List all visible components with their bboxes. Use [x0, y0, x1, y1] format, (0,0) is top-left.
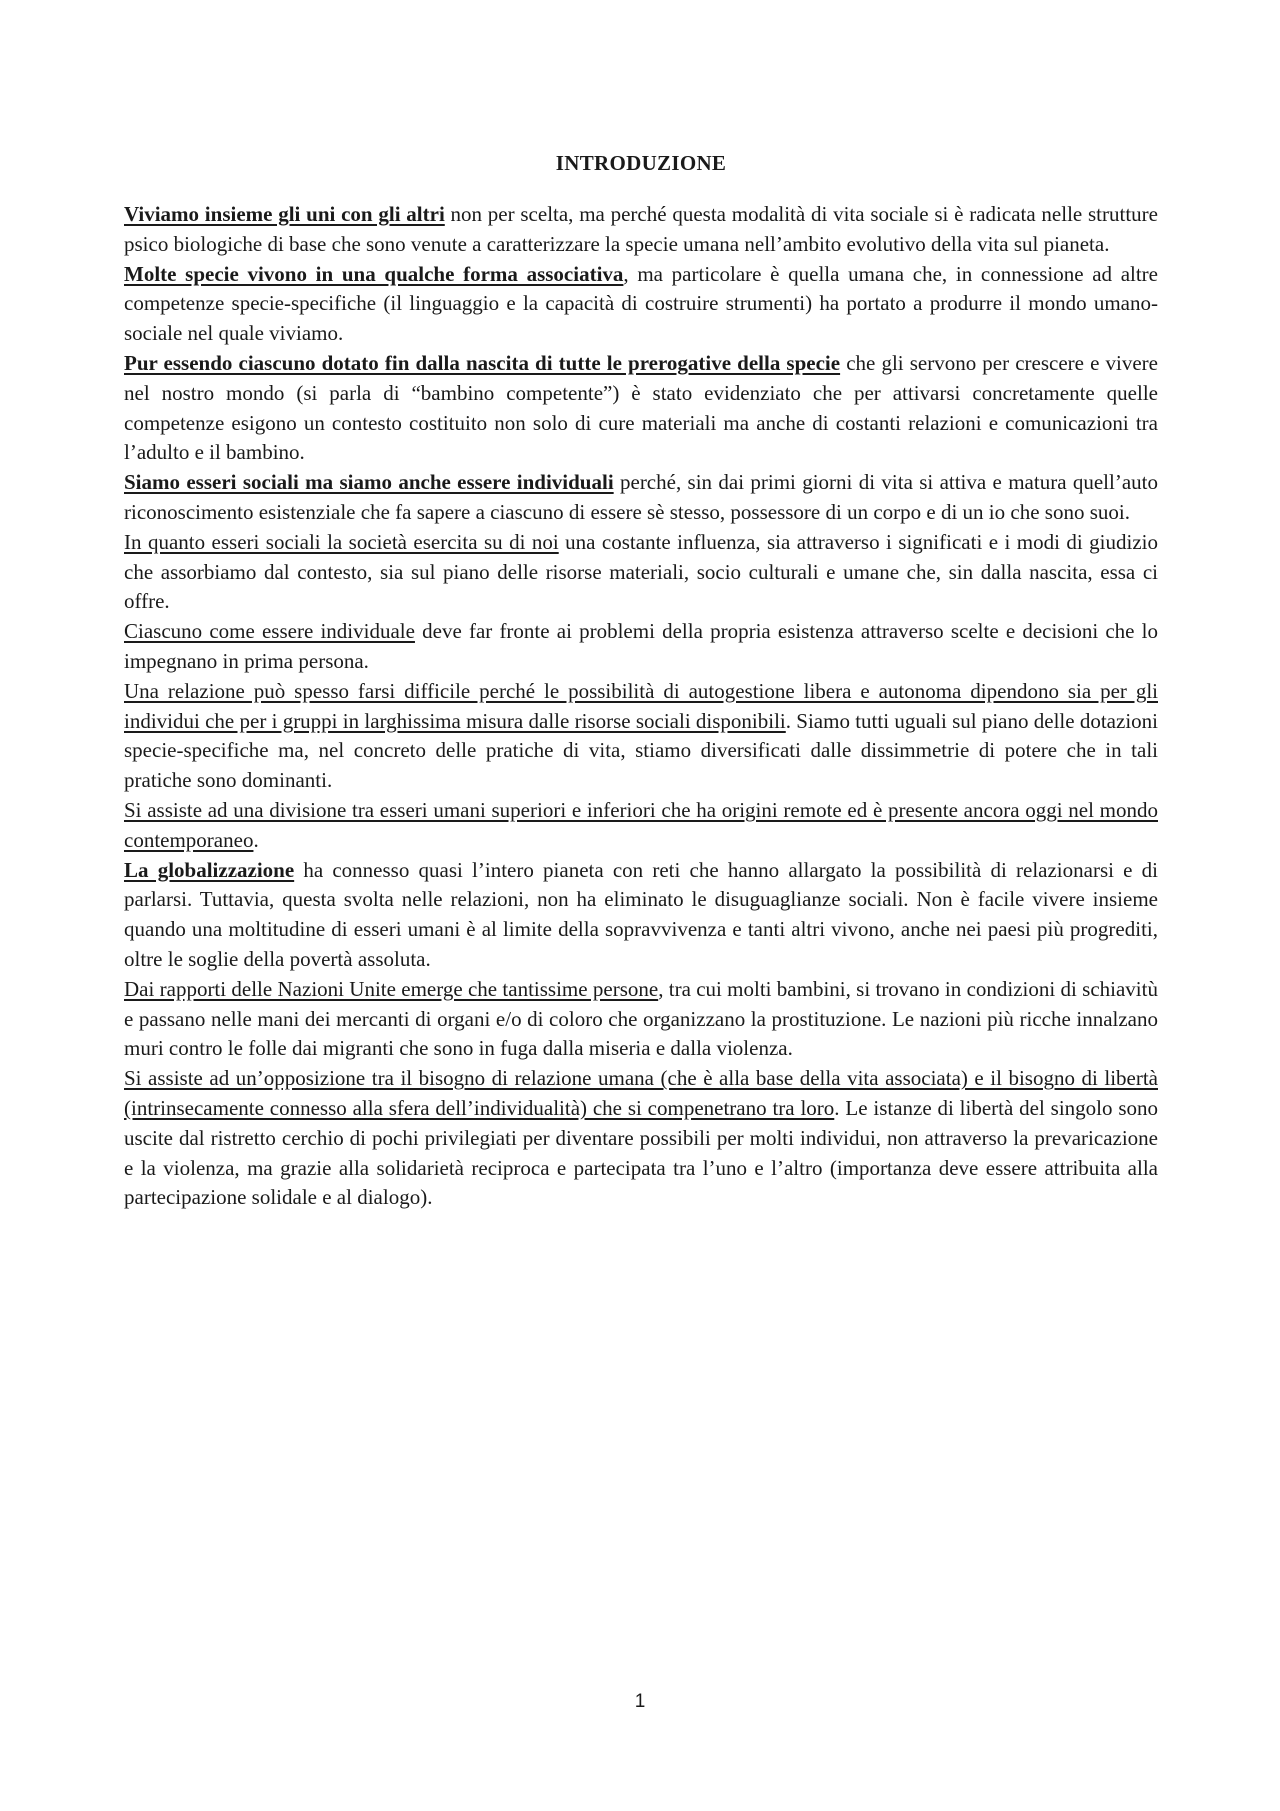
paragraph-7: [124, 677, 1158, 796]
paragraph-6-lead: Ciascuno come essere individuale: [124, 619, 415, 644]
paragraph-7-lead: Una relazione può spesso farsi difficile perché le possibilità di autogestione libera e autonoma dipendono sia per gli individui che per i gruppi in larghissima misura dalle risorse sociali disponibili: [124, 678, 1158, 733]
paragraph-8-text: .: [253, 827, 259, 852]
paragraph-6: [124, 617, 1158, 677]
paragraph-5-text: una costante influenza, sia attraverso i significati e i modi di giudizio che assorbiamo dal contesto, sia sul piano delle risorse materiali, socio culturali e umane che, sin dalla nascita, essa ci offre.: [124, 529, 1158, 614]
paragraph-11-text: . Le istanze di libertà del singolo sono uscite dal ristretto cerchio di pochi privilegiati per diventare possibili per molti individui, non attraverso la prevaricazione e la violenza, ma grazie alla solidarietà reciproca e partecipata tra l’uno e l’altro (importanza deve essere attribuita alla partecipazione solidale e al dialogo).: [124, 1095, 1158, 1210]
document-page: [124, 148, 1158, 1213]
paragraph-4: [124, 468, 1158, 528]
paragraph-11: [124, 1064, 1158, 1213]
paragraph-9: [124, 856, 1158, 975]
paragraph-11-lead: Si assiste ad un’opposizione tra il bisogno di relazione umana (che è alla base della vita associata) e il bisogno di libertà (intrinsecamente connesso alla sfera dell’individualità) che si compenetrano tra loro: [124, 1066, 1158, 1120]
paragraph-2: [124, 260, 1158, 349]
paragraph-8: [124, 796, 1158, 856]
paragraph-4-lead: Siamo esseri sociali ma siamo anche essere individuali: [124, 470, 614, 495]
paragraph-5: [124, 528, 1158, 617]
paragraph-3-lead: Pur essendo ciascuno dotato fin dalla nascita di tutte le prerogative della specie: [124, 350, 841, 375]
paragraph-10-lead: Dai rapporti delle Nazioni Unite emerge che tantissime persone: [124, 976, 659, 1001]
paragraph-8-lead: Si assiste ad una divisione tra esseri umani superiori e inferiori che ha origini remote ed è presente ancora oggi nel mondo contemporaneo: [124, 797, 1158, 852]
paragraph-1: [124, 200, 1158, 260]
paragraph-4-text: perché, sin dai primi giorni di vita si attiva e matura quell’auto riconoscimento esistenziale che fa sapere a ciascuno di essere sè stesso, possessore di un corpo e di un io che sono suoi.: [124, 470, 1158, 524]
paragraph-2-lead: Molte specie vivono in una qualche forma associativa: [124, 261, 624, 286]
page-number: 1: [634, 1691, 646, 1712]
paragraph-1-lead: Viviamo insieme gli uni con gli altri: [124, 202, 445, 226]
page-title: INTRODUZIONE: [555, 151, 727, 175]
paragraph-7-text: . Siamo tutti uguali sul piano delle dotazioni specie-specifiche ma, nel concreto delle pratiche di vita, stiamo diversificati dalle dissimmetrie di potere che in tali pratiche sono dominanti.: [124, 708, 1158, 793]
paragraph-9-text: ha connesso quasi l’intero pianeta con reti che hanno allargato la possibilità di relazionarsi e di parlarsi. Tuttavia, questa svolta nelle relazioni, non ha eliminato le disuguaglianze sociali. Non è facile vivere insieme quando una moltitudine di esseri umani è al limite della sopravvivenza e tanti altri vivono, anche nei paesi più progrediti, oltre le soglie della povertà assoluta.: [124, 857, 1158, 971]
paragraph-10-text: , tra cui molti bambini, si trovano in condizioni di schiavitù e passano nelle mani dei mercanti di organi e/o di coloro che organizzano la prostituzione. Le nazioni più ricche innalzano muri contro le folle dai migranti che sono in fuga dalla miseria e dalla violenza.: [124, 976, 1158, 1061]
paragraph-1-text: non per scelta, ma perché questa modalità di vita sociale si è radicata nelle strutture psico biologiche di base che sono venute a caratterizzare la specie umana nell’ambito evolutivo della vita sul pianeta.: [124, 202, 1158, 256]
paragraph-5-lead: In quanto esseri sociali la società esercita su di noi: [124, 529, 559, 554]
paragraph-9-lead: La globalizzazione: [124, 857, 295, 882]
paragraph-3: [124, 349, 1158, 468]
paragraph-10: [124, 975, 1158, 1064]
paragraph-6-text: deve far fronte ai problemi della propria esistenza attraverso scelte e decisioni che lo impegnano in prima persona.: [124, 619, 1158, 673]
paragraph-3-text: che gli servono per crescere e vivere nel nostro mondo (si parla di “bambino competente”) è stato evidenziato che per attivarsi concretamente quelle competenze esigono un contesto costituito non solo di cure materiali ma anche di costanti relazioni e comunicazioni tra l’adulto e il bambino.: [124, 350, 1158, 465]
paragraph-2-text: , ma particolare è quella umana che, in connessione ad altre competenze specie-specifiche (il linguaggio e la capacità di costruire strumenti) ha portato a produrre il mondo umano-sociale nel quale viviamo.: [124, 261, 1159, 346]
